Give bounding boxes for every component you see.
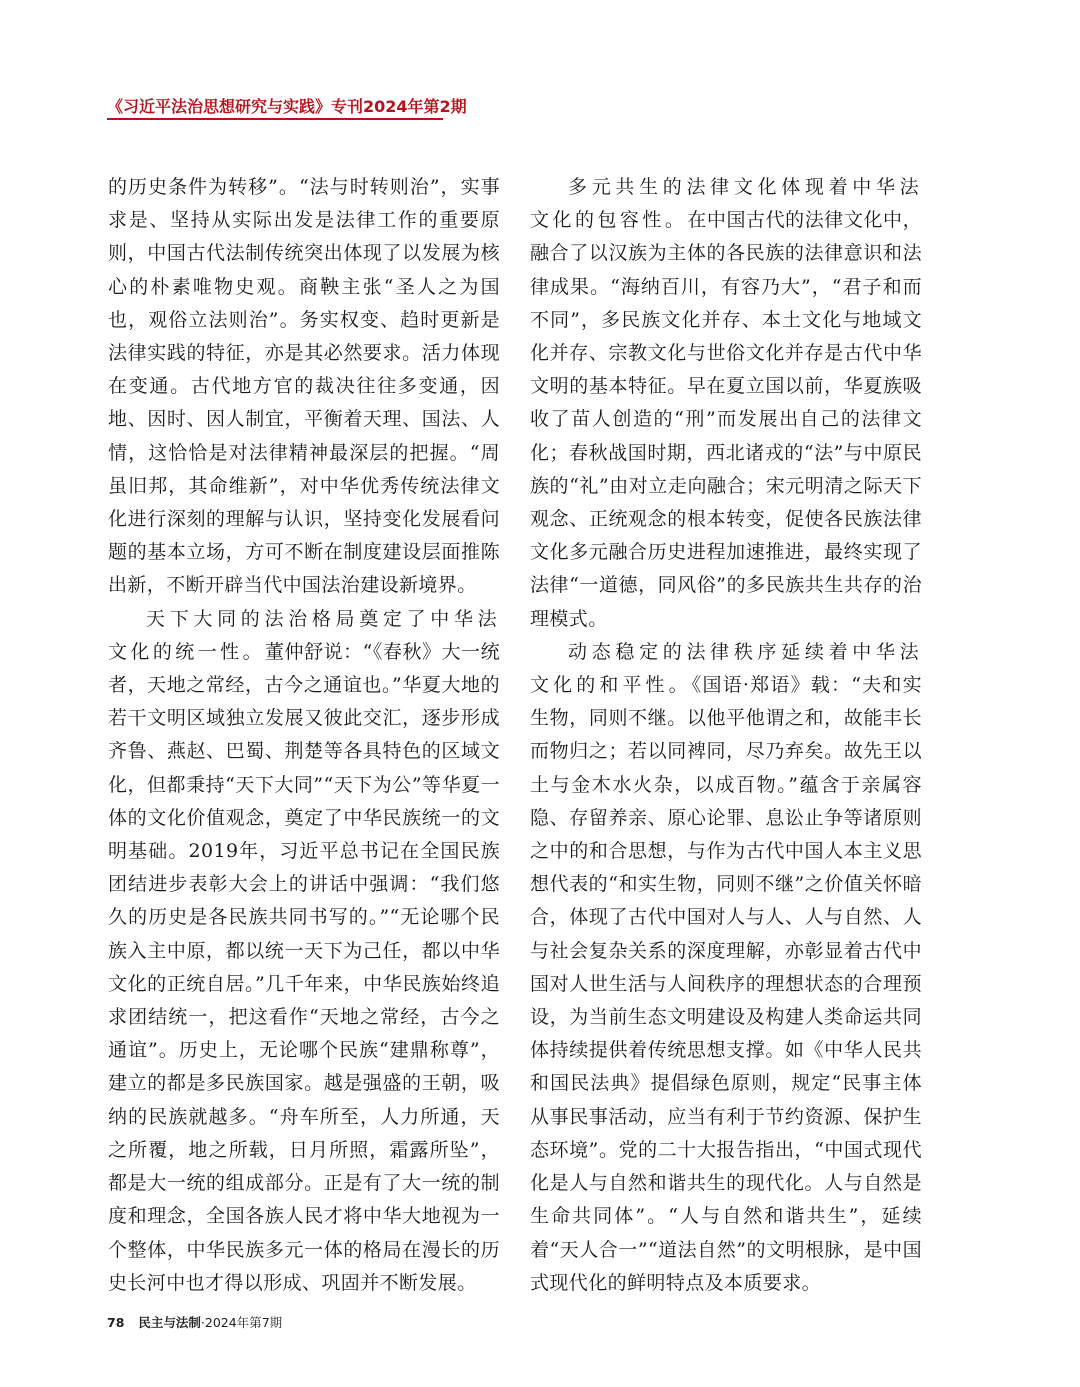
journal-name: 民主与法制 xyxy=(138,1315,201,1330)
paragraph-text: 的历史条件为转移”。“法与时转则治”，实事求是、坚持从实际出发是法律工作的重要原则，中国古代法制传统突出体现了以发展为核心的朴素唯物史观。商鞅主张“圣人之为国也，观俗立法则治”。务实权变、趋时更新是法律实践的特征，亦是其必然要求。活力体现在变通。古代地方官的裁决往往多变通，因地、因时、因人制宜，平衡着天理、国法、人情，这恰恰是对法律精神最深层的把握。“周虽旧邦，其命维新”，对中华优秀传统法律文化进行深刻的理解与认识，坚持变化发展看问题的基本立场，方可不断在制度建设层面推陈出新，不断开辟当代中国法治建设新境界。 xyxy=(108,176,500,597)
right-column xyxy=(530,171,922,1300)
header-underline xyxy=(107,118,443,120)
paragraph xyxy=(530,171,922,636)
paragraph xyxy=(108,171,500,603)
paragraph-lead: 天下大同的法治格局奠定了中华法文化的统一性。 xyxy=(108,607,500,663)
paragraph xyxy=(530,636,922,1300)
left-column xyxy=(108,171,500,1300)
issue-label: ·2024年第7期 xyxy=(200,1315,283,1330)
paragraph-text: 在中国古代的法律文化中，融合了以汉族为主体的各民族的法律意识和法律成果。“海纳百川，有容乃大”，“君子和而不同”，多民族文化并存、本土文化与地域文化并存、宗教文化与世俗文化并存是古代中华文明的基本特征。早在夏立国以前，华夏族吸收了苗人创造的“刑”而发展出自己的法律文化；春秋战国时期，西北诸戎的“法”与中原民族的“礼”由对立走向融合；宋元明清之际天下观念、正统观念的根本转变，促使各民族法律文化多元融合历史进程加速推进，最终实现了法律“一道德，同风俗”的多民族共生共存的治理模式。 xyxy=(530,209,922,630)
page-number: 78 xyxy=(107,1315,125,1330)
paragraph-lead: 动态稳定的法律秩序延续着中华法文化的和平性。 xyxy=(530,640,922,697)
page-footer xyxy=(107,1313,282,1331)
paragraph-lead: 多元共生的法律文化体现着中华法文化的包容性。 xyxy=(530,176,922,232)
paragraph-text: 《国语·郑语》载：“夫和实生物，同则不继。以他平他谓之和，故能丰长而物归之；若以同裨同，尽乃弃矣。故先王以土与金木水火杂，以成百物。”蕴含于亲属容隐、存留养亲、原心论罪、息讼止争等诸原则之中的和合思想，与作为古代中国人本主义思想代表的“和实生物，同则不继”之价值关怀暗合，体现了古代中国对人与人、人与自然、人与社会复杂关系的深度理解，亦彰显着古代中国对人世生活与人间秩序的理想状态的合理预设，为当前生态文明建设及构建人类命运共同体持续提供着传统思想支撑。如《中华人民共和国民法典》提倡绿色原则，规定“民事主体从事民事活动，应当有利于节约资源、保护生态环境”。党的二十大报告指出，“中国式现代化是人与自然和谐共生的现代化。人与自然是生命共同体”。“人与自然和谐共生”，延续着“天人合一”“道法自然”的文明根脉，是中国式现代化的鲜明特点及本质要求。 xyxy=(530,674,922,1294)
journal-issue-title: 《习近平法治思想研究与实践》专刊2024年第2期 xyxy=(107,97,467,116)
paragraph xyxy=(108,603,500,1300)
paragraph-text: 董仲舒说：“《春秋》大一统者，天地之常经，古今之通谊也。”华夏大地的若干文明区域独立发展又彼此交汇，逐步形成齐鲁、燕赵、巴蜀、荆楚等各具特色的区域文化，但都秉持“天下大同”“天下为公”等华夏一体的文化价值观念，奠定了中华民族统一的文明基础。2019年，习近平总书记在全国民族团结进步表彰大会上的讲话中强调：“我们悠久的历史是各民族共同书写的。”“无论哪个民族入主中原，都以统一天下为己任，都以中华文化的正统自居。”几千年来，中华民族始终追求团结统一，把这看作“天地之常经，古今之通谊”。历史上，无论哪个民族“建鼎称尊”，建立的都是多民族国家。越是强盛的王朝，吸纳的民族就越多。“舟车所至，人力所通，天之所覆，地之所载，日月所照，霜露所坠”，都是大一统的组成部分。正是有了大一统的制度和理念，全国各族人民才将中华大地视为一个整体，中华民族多元一体的格局在漫长的历史长河中也才得以形成、巩固并不断发展。 xyxy=(108,640,500,1294)
running-header xyxy=(107,94,467,117)
